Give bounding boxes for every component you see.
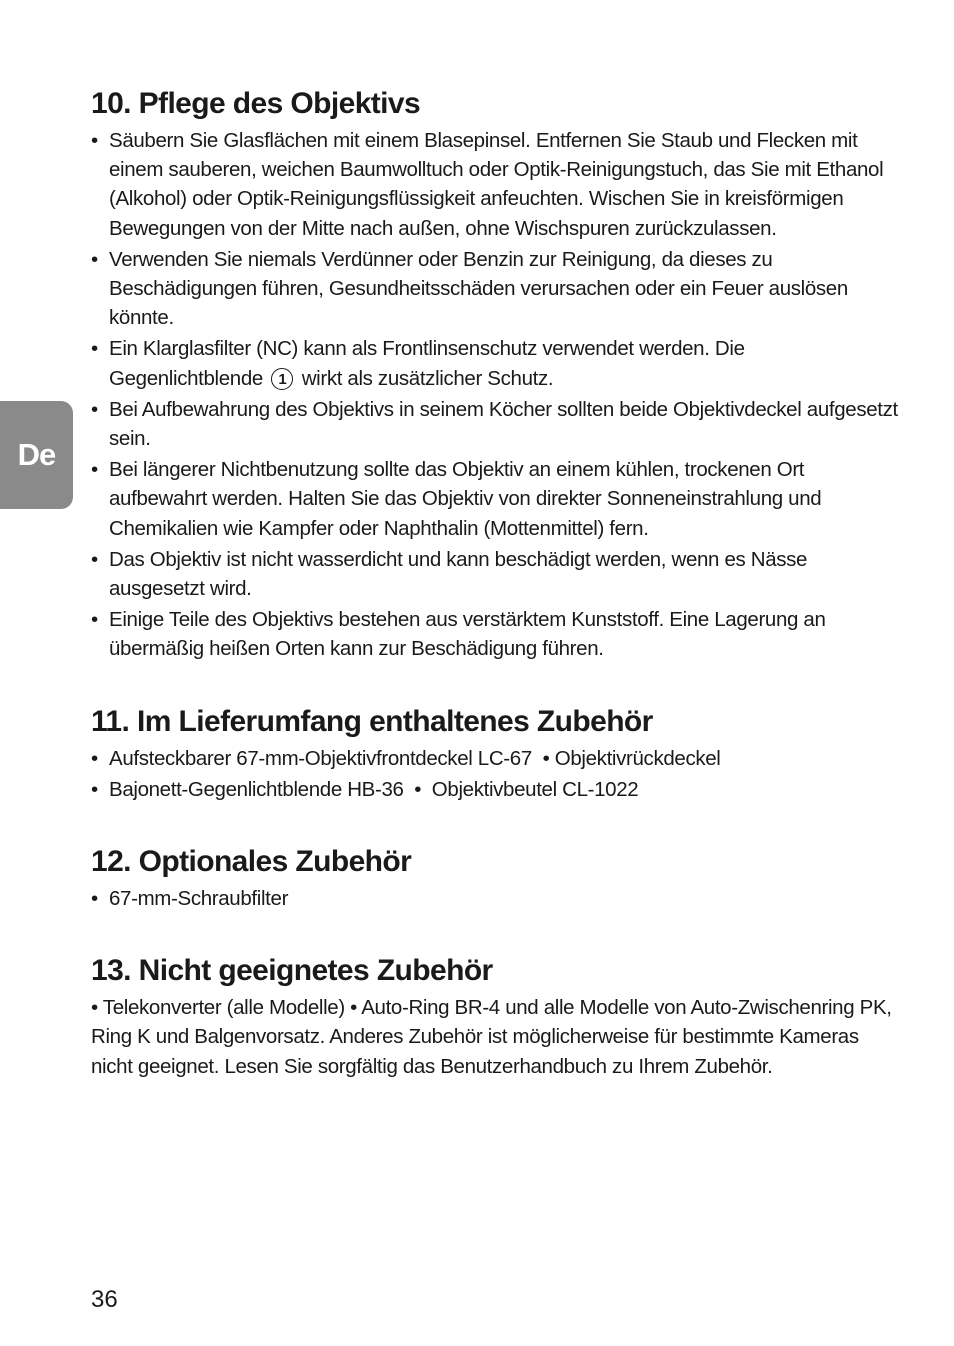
section-supplied-accessories [91,704,903,804]
language-tab: De [0,401,73,509]
list-item-text: Ein Klarglasfilter (NC) kann als Frontlinsenschutz verwendet werden. Die Gegenlichtblende [109,337,745,390]
section-heading: 12. Optionales Zubehör [91,845,412,879]
list-item: • Bei längerer Nichtbenutzung sollte das Objektiv an einem kühlen, trockenen Ort aufbewahrt werden. Halten Sie das Objektiv von direkter Sonneneinstrahlung und Chemikalien wie Kampfer oder Naphthalin (Mottenmittel) fern. [91,455,903,543]
bullet-list [91,126,903,664]
page-number: 36 [91,1286,118,1313]
list-item-text: Objektivbeutel CL-1022 [431,777,639,801]
bullet-list [91,744,903,804]
list-item: • Einige Teile des Objektivs bestehen aus verstärktem Kunststoff. Eine Lagerung an übermäßig heißen Orten kann zur Beschädigung führen. [91,605,903,663]
list-item-text: Bajonett-Gegenlichtblende HB-36 [109,777,404,801]
callout-number-marker: 1 [271,368,293,390]
list-item-text: Aufsteckbarer 67-mm-Objektivfrontdeckel LC-67 [109,746,532,770]
paragraph: • Telekonverter (alle Modelle) • Auto-Ring BR-4 und alle Modelle von Auto-Zwischenring PK, Ring K und Balgenvorsatz. Anderes Zubehör ist möglicherweise für bestimmte Kameras nicht geeignet. Lesen Sie sorgfältig das Benutzerhandbuch zu Ihrem Zubehör. [91,996,892,1078]
list-item: • Säubern Sie Glasflächen mit einem Blasepinsel. Entfernen Sie Staub und Flecken mit einem sauberen, weichen Baumwolltuch oder Optik-Reinigungstuch, das Sie mit Ethanol (Alkohol) oder Optik-Reinigungsflüssigkeit anfeuchten. Wischen Sie in kreisförmigen Bewegungen von der Mitte nach außen, ohne Wischspuren zurückzulassen. [91,126,903,243]
list-item: • Bei Aufbewahrung des Objektivs in seinem Köcher sollten beide Objektivdeckel aufgesetzt sein. [91,395,903,453]
list-item: • 67-mm-Schraubfilter [91,884,903,913]
section-lens-care [91,86,903,664]
list-item: • Bajonett-Gegenlichtblende HB-36 • Objektivbeutel CL-1022 [91,775,903,804]
section-heading: 13. Nicht geeignetes Zubehör [91,954,493,988]
section-heading: 10. Pflege des Objektivs [91,87,421,120]
list-item: • Verwenden Sie niemals Verdünner oder Benzin zur Reinigung, da dieses zu Beschädigungen führen, Gesundheitsschäden verursachen oder ein Feuer auslösen könnte. [91,245,903,333]
list-item: • Das Objektiv ist nicht wasserdicht und kann beschädigt werden, wenn es Nässe ausgesetzt wird. [91,545,903,603]
section-incompatible-accessories [91,953,903,1081]
section-heading: 11. Im Lieferumfang enthaltenes Zubehör [91,704,653,738]
list-item: • Aufsteckbarer 67-mm-Objektivfrontdeckel LC-67 • Objektivrückdeckel [91,744,903,773]
section-optional-accessories [91,844,903,913]
list-item-text: Objektivrückdeckel [554,746,721,770]
list-item-text: wirkt als zusätzlicher Schutz. [301,366,554,390]
bullet-list [91,884,903,913]
list-item [91,334,903,392]
page-content [91,86,903,1081]
